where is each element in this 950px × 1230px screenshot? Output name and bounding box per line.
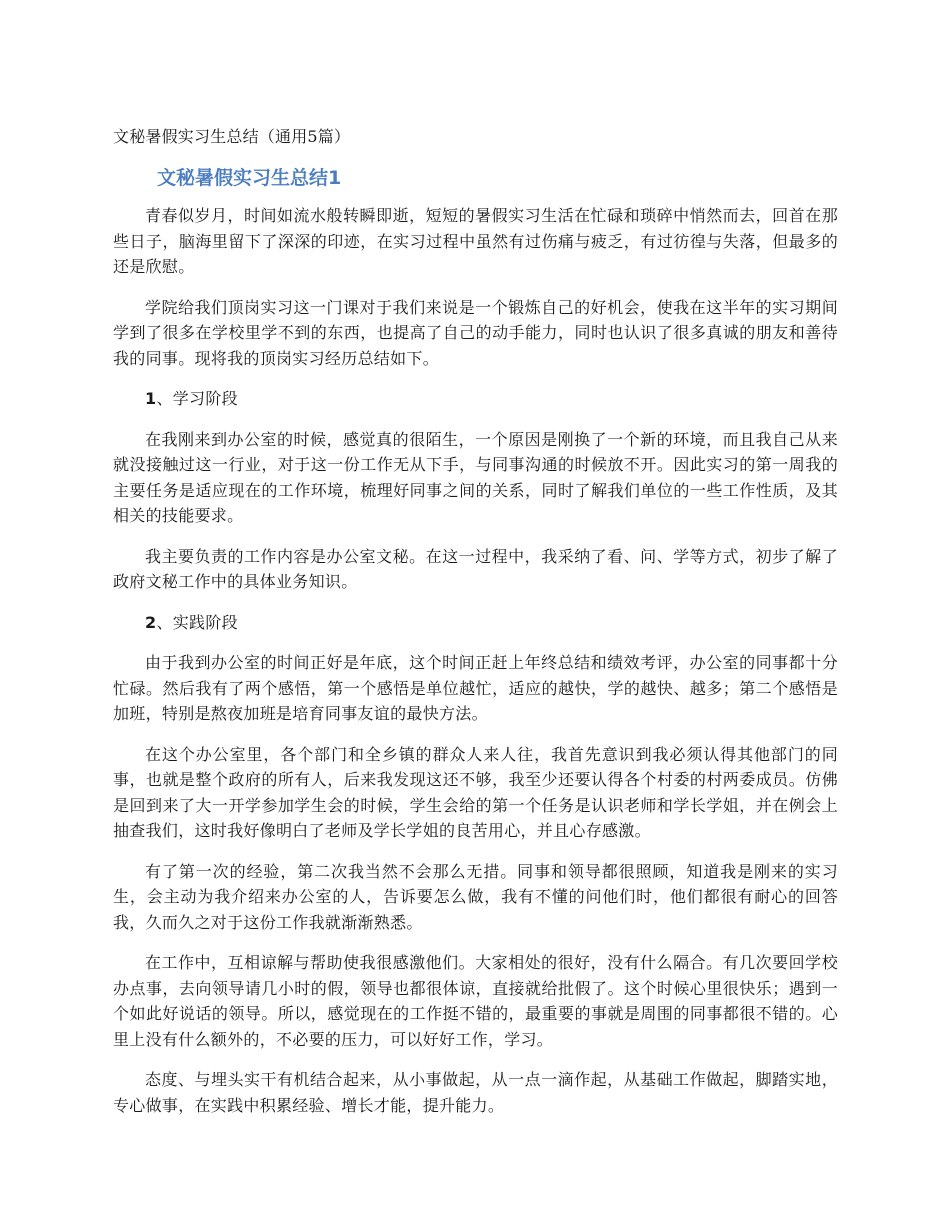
document-page: [113, 0, 838, 1230]
paragraph: 有了第一次的经验，第二次我当然不会那么无措。同事和领导都很照顾，知道我是刚来的实习生，会主动为我介绍来办公室的人，告诉要怎么做，我有不懂的问他们时，他们都很有耐心的回答我，久而久之对于这份工作我就渐渐熟悉。: [113, 861, 838, 932]
stage-number: 1: [145, 389, 157, 408]
paragraph: 在我刚来到办公室的时候，感觉真的很陌生，一个原因是刚换了一个新的环境，而且我自己从来就没接触过这一行业，对于这一份工作无从下手，与同事沟通的时候放不开。因此实习的第一周我的主要任务是适应现在的工作环境，梳理好同事之间的关系，同时了解我们单位的一些工作性质，及其相关的技能要求。: [113, 429, 838, 525]
stage-heading-study: [113, 386, 838, 412]
stage-number: 2: [145, 612, 157, 632]
stage-label: 、学习阶段: [156, 389, 238, 408]
stage-heading-practice: [113, 610, 838, 636]
document-title: 文秘暑假实习生总结（通用5篇）: [113, 127, 351, 146]
paragraph: 由于我到办公室的时间正好是年底，这个时间正赶上年终总结和绩效考评，办公室的同事都十分忙碌。然后我有了两个感悟，第一个感悟是单位越忙，适应的越快，学的越快、越多；第二个感悟是加班，特别是熬夜加班是培育同事友谊的最快方法。: [113, 653, 838, 723]
document-body: [113, 203, 838, 1133]
paragraph: 在这个办公室里，各个部门和全乡镇的群众人来人往，我首先意识到我必须认得其他部门的同事，也就是整个政府的所有人，后来我发现这还不够，我至少还要认得各个村委的村两委成员。仿佛是回到来了大一开学参加学生会的时候，学生会给的第一个任务是认识老师和学长学姐，并在例会上抽查我们，这时我好像明白了老师及学长学姐的良苦用心，并且心存感激。: [113, 744, 838, 840]
paragraph: 在工作中，互相谅解与帮助使我很感激他们。大家相处的很好，没有什么隔合。有几次要回学校办点事，去向领导请几小时的假，领导也都很体谅，直接就给批假了。这个时候心里很快乐；遇到一个如此好说话的领导。所以，感觉现在的工作挺不错的，最重要的事就是周围的同事都很不错的。心里上没有什么额外的，不必要的压力，可以好好工作，学习。: [113, 953, 838, 1049]
stage-label: 、实践阶段: [156, 612, 238, 632]
section-heading: 文秘暑假实习生总结1: [157, 167, 342, 189]
paragraph: 青春似岁月，时间如流水般转瞬即逝，短短的暑假实习生活在忙碌和琐碎中悄然而去，回首在那些日子，脑海里留下了深深的印迹，在实习过程中虽然有过伤痛与疲乏，有过彷徨与失落，但最多的还是欣慰。: [113, 206, 838, 276]
paragraph: 我主要负责的工作内容是办公室文秘。在这一过程中，我采纳了看、问、学等方式，初步了解了政府文秘工作中的具体业务知识。: [113, 546, 838, 591]
paragraph: 学院给我们顶岗实习这一门课对于我们来说是一个锻炼自己的好机会，使我在这半年的实习期间学到了很多在学校里学不到的东西，也提高了自己的动手能力，同时也认识了很多真诚的朋友和善待我的同事。现将我的顶岗实习经历总结如下。: [113, 297, 838, 368]
paragraph: 态度、与埋头实干有机结合起来，从小事做起，从一点一滴作起，从基础工作做起，脚踏实地，专心做事，在实践中积累经验、增长才能，提升能力。: [113, 1070, 838, 1115]
